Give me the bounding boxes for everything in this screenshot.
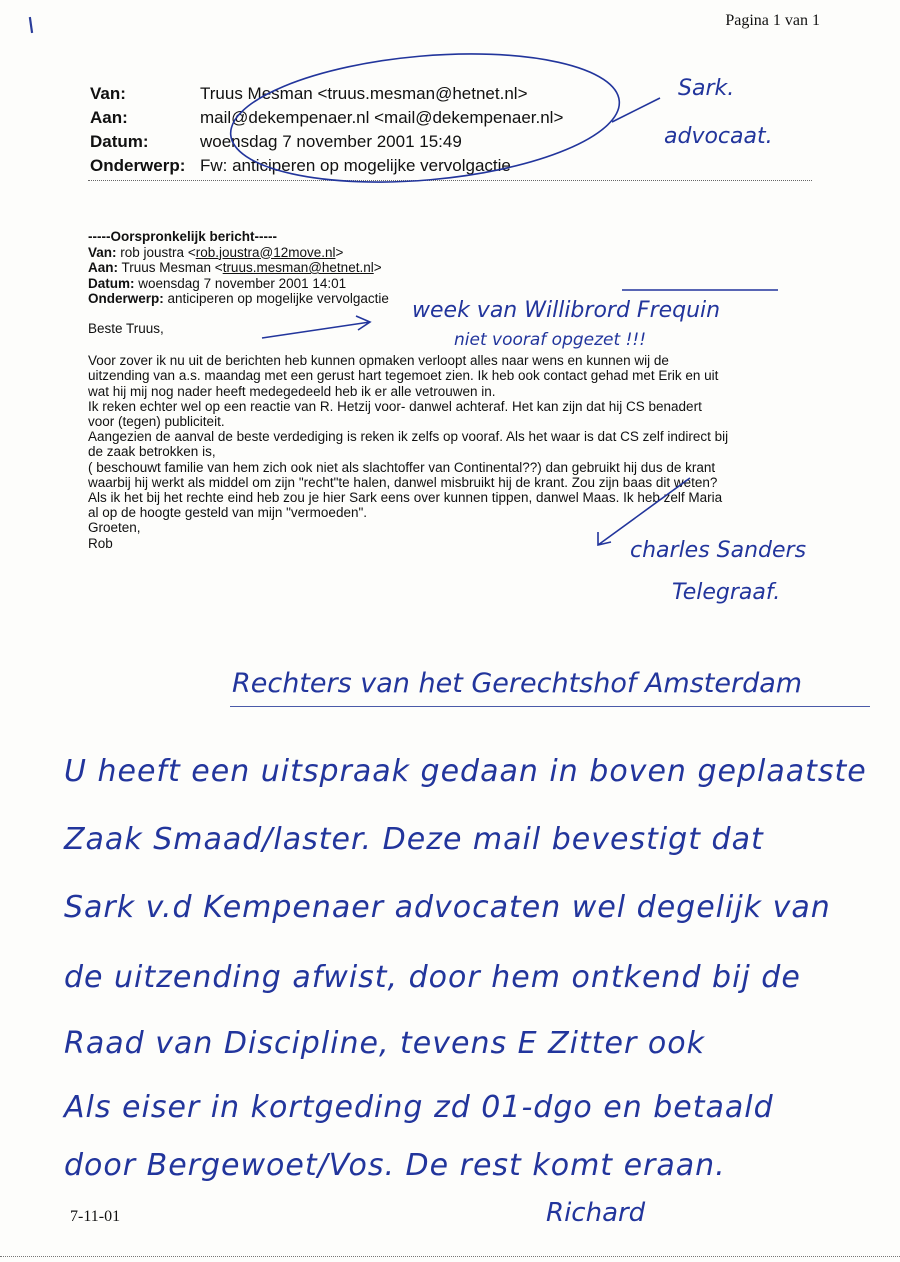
header-date-label: Datum: — [90, 132, 149, 151]
ink-arrow-week — [262, 316, 370, 338]
original-subject-label: Onderwerp: — [88, 291, 164, 306]
header-to-label: Aan: — [90, 108, 128, 127]
note-niet: niet vooraf opgezet !!! — [454, 330, 647, 350]
note-advocaat: advocaat. — [664, 124, 773, 149]
original-to-label: Aan: — [88, 260, 118, 275]
original-date-value: woensdag 7 november 2001 14:01 — [138, 275, 347, 291]
header-subject-value: Fw: anticiperen op mogelijke vervolgactie — [200, 156, 511, 175]
handwritten-line: de uitzending afwist, door hem ontkend bij de — [64, 960, 801, 995]
note-telegraaf: Telegraaf. — [672, 580, 781, 605]
handwritten-line: door Bergewoet/Vos. De rest komt eraan. — [64, 1148, 726, 1183]
handwritten-line: Raad van Discipline, tevens E Zitter ook — [64, 1026, 705, 1061]
handwritten-line: U heeft een uitspraak gedaan in boven geplaatste — [64, 754, 867, 789]
handwritten-line: Sark v.d Kempenaer advocaten wel degelijk van — [64, 890, 831, 925]
body-line: uitzending van a.s. maandag met een gerust hart tegemoet zien. Ik heb ook contact gehad met Erik en uit — [88, 368, 719, 384]
handwritten-signature: Richard — [546, 1198, 646, 1228]
original-to-close: > — [373, 260, 382, 275]
original-heading: -----Oorspronkelijk bericht----- — [88, 229, 277, 244]
bottom-edge — [0, 1256, 900, 1257]
body-line: voor (tegen) publiciteit. — [88, 414, 225, 430]
original-subject-value: anticiperen op mogelijke vervolgactie — [167, 291, 389, 306]
body-line: waarbij hij werkt als middel om zijn "recht"te halen, danwel misbruikt hij de krant. Zou zijn baas dit weten? — [88, 474, 718, 490]
body-line: Rob — [88, 535, 113, 551]
handwritten-title: Rechters van het Gerechtshof Amsterdam — [232, 668, 803, 699]
original-from-email-link[interactable]: rob.joustra@12move.nl — [195, 244, 336, 260]
note-sark: Sark. — [678, 76, 735, 101]
original-from-name: rob joustra < — [120, 244, 196, 260]
header-to-value: mail@dekempenaer.nl <mail@dekempenaer.nl> — [200, 108, 564, 127]
original-to-email-link[interactable]: truus.mesman@hetnet.nl — [222, 260, 374, 275]
ink-circle — [225, 39, 624, 197]
note-charles: charles Sanders — [630, 538, 807, 563]
original-date-label: Datum: — [88, 275, 135, 291]
header-date-value: woensdag 7 november 2001 15:49 — [200, 132, 462, 151]
body-line: wat hij mij nog nader heeft medegedeeld heb ik er alle vetrouwen in. — [88, 383, 496, 399]
body-line: Als ik het bij het rechte eind heb zou je hier Sark eens over kunnen tippen, danwel Maas. Ik heb zelf Maria — [88, 490, 723, 506]
original-to-name: Truus Mesman < — [121, 260, 223, 275]
note-week: week van Willibrord Frequin — [412, 298, 721, 323]
handwritten-line: Zaak Smaad/laster. Deze mail bevestigt dat — [64, 822, 764, 857]
header-from-label: Van: — [90, 84, 126, 103]
body-line: Aangezien de aanval de beste verdediging is reken ik zelfs op vooraf. Als het waar is dat CS zelf indirect bij — [88, 429, 729, 445]
header-subject-label: Onderwerp: — [90, 156, 186, 175]
original-from-label: Van: — [88, 244, 117, 260]
page-number-header: Pagina 1 van 1 — [725, 12, 820, 29]
handwritten-line: Als eiser in kortgeding zd 01-dgo en betaald — [64, 1090, 774, 1125]
header-from-value: Truus Mesman <truus.mesman@hetnet.nl> — [200, 84, 528, 103]
greeting: Beste Truus, — [88, 321, 164, 336]
title-underline — [230, 706, 870, 707]
body-line: Groeten, — [88, 520, 141, 536]
body-line: ( beschouwt familie van hem zich ook niet als slachtoffer van Continental??) dan gebruikt hij dus de krant — [88, 459, 716, 475]
body-line: al op de hoogte gesteld van mijn "vermoeden". — [88, 505, 368, 521]
ink-arrow-charles — [598, 478, 690, 545]
body-line: de zaak betrokken is, — [88, 444, 216, 460]
body-line: Ik reken echter wel op een reactie van R. Hetzij voor- danwel achteraf. Het kan zijn dat hij CS benadert — [88, 398, 702, 414]
original-from-close: > — [335, 244, 344, 260]
corner-mark: I — [26, 13, 37, 40]
body-line: Voor zover ik nu uit de berichten heb kunnen opmaken verloopt alles naar wens en kunnen wij de — [88, 353, 669, 369]
footer-date: 7-11-01 — [70, 1208, 121, 1225]
